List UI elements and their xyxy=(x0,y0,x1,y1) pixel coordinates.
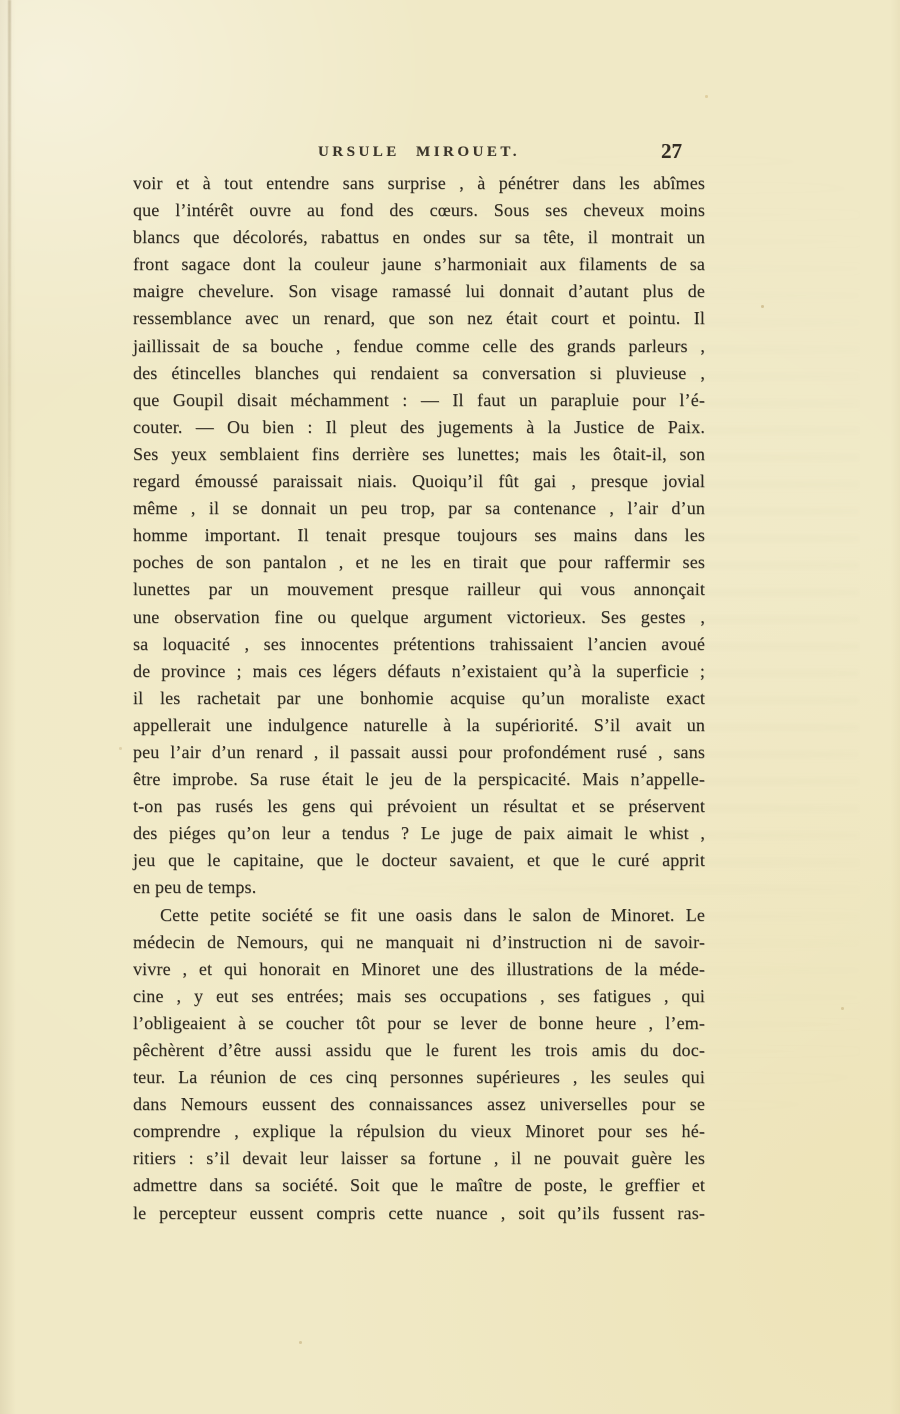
text-line: regard émoussé paraissait niais. Quoiqu’il fût gai , presque jovial xyxy=(133,471,705,492)
text-line-paragraph-end: en peu de temps. xyxy=(133,877,257,898)
text-line: homme important. Il tenait presque toujours ses mains dans les xyxy=(133,525,705,546)
page-number: 27 xyxy=(661,139,682,163)
text-line: comprendre , explique la répulsion du vieux Minoret pour ses hé- xyxy=(133,1121,705,1142)
text-line: être improbe. Sa ruse était le jeu de la perspicacité. Mais n’appelle- xyxy=(133,769,705,790)
text-line: voir et à tout entendre sans surprise , à pénétrer dans les abîmes xyxy=(133,173,705,193)
text-line: médecin de Nemours, qui ne manquait ni d’instruction ni de savoir- xyxy=(133,931,705,952)
text-line: ressemblance avec un renard, que son nez était court et pointu. Il xyxy=(133,308,705,329)
text-line: sa loquacité , ses innocentes prétentions trahissaient l’ancien avoué xyxy=(133,633,705,654)
text-line: lunettes par un mouvement presque railleur qui vous annonçait xyxy=(133,579,705,600)
text-line: des étincelles blanches qui rendaient sa conversation si pluvieuse , xyxy=(133,362,705,383)
paper-specks-decoration xyxy=(0,0,1,1)
text-line: ritiers : s’il devait leur laisser sa fortune , il ne pouvait guère les xyxy=(133,1148,705,1169)
text-line: vivre , et qui honorait en Minoret une des illustrations de la méde- xyxy=(133,958,705,979)
running-header-title: URSULE MIROUET. xyxy=(317,144,521,160)
text-line: jeu que le capitaine, que le docteur savaient, et que le curé apprit xyxy=(133,850,705,871)
text-line: cine , y eut ses entrées; mais ses occupations , ses fatigues , qui xyxy=(133,985,705,1006)
text-line: le percepteur eussent compris cette nuance , soit qu’ils fussent ras- xyxy=(133,1202,705,1223)
text-line: admettre dans sa société. Soit que le maître de poste, le greffier et xyxy=(133,1175,705,1196)
text-line: pêchèrent d’être aussi assidu que le furent les trois amis du doc- xyxy=(133,1040,705,1060)
text-line-paragraph-start: Cette petite société se fit une oasis dans le salon de Minoret. Le xyxy=(160,904,705,925)
text-line: de province ; mais ces légers défauts n’existaient qu’à la superficie ; xyxy=(133,660,705,681)
text-line: il les rachetait par une bonhomie acquise qu’un moraliste exact xyxy=(133,687,705,708)
text-line: que Goupil disait méchamment : — Il faut un parapluie pour l’é- xyxy=(133,389,705,410)
text-line: Ses yeux semblaient fins derrière ses lunettes; mais les ôtait-il, son xyxy=(133,443,705,464)
text-line: t-on pas rusés les gens qui prévoient un résultat et se préservent xyxy=(133,796,705,817)
text-line: dans Nemours eussent des connaissances assez universelles pour se xyxy=(133,1094,705,1115)
text-line: peu l’air d’un renard , il passait aussi pour profondément rusé , sans xyxy=(133,741,705,762)
text-line: jaillissait de sa bouche , fendue comme celle des grands parleurs , xyxy=(133,335,705,356)
text-line: blancs que décolorés, rabattus en ondes sur sa tête, il montrait un xyxy=(133,227,705,248)
text-line: teur. La réunion de ces cinq personnes supérieures , les seules qui xyxy=(133,1067,705,1088)
text-line: front sagace dont la couleur jaune s’harmoniait aux filaments de sa xyxy=(133,254,705,275)
text-line: une observation fine ou quelque argument victorieux. Ses gestes , xyxy=(133,606,705,627)
text-line: maigre chevelure. Son visage ramassé lui donnait d’autant plus de xyxy=(133,281,705,302)
text-line: appellerait une indulgence naturelle à la supériorité. S’il avait un xyxy=(133,714,705,735)
text-line: des piéges qu’on leur a tendus ? Le juge de paix aimait le whist , xyxy=(133,823,705,844)
text-line: poches de son pantalon , et ne les en tirait que pour raffermir ses xyxy=(133,552,705,573)
text-line: couter. — Ou bien : Il pleut des jugements à la Justice de Paix. xyxy=(133,416,705,437)
text-line: même , il se donnait un peu trop, par sa contenance , l’air d’un xyxy=(133,498,705,519)
text-line: que l’intérêt ouvre au fond des cœurs. Sous ses cheveux moins xyxy=(133,200,705,221)
text-line: l’obligeaient à se coucher tôt pour se lever de bonne heure , l’em- xyxy=(133,1012,705,1033)
scan-crease-decoration xyxy=(8,0,11,620)
body-text-block xyxy=(133,170,705,1227)
